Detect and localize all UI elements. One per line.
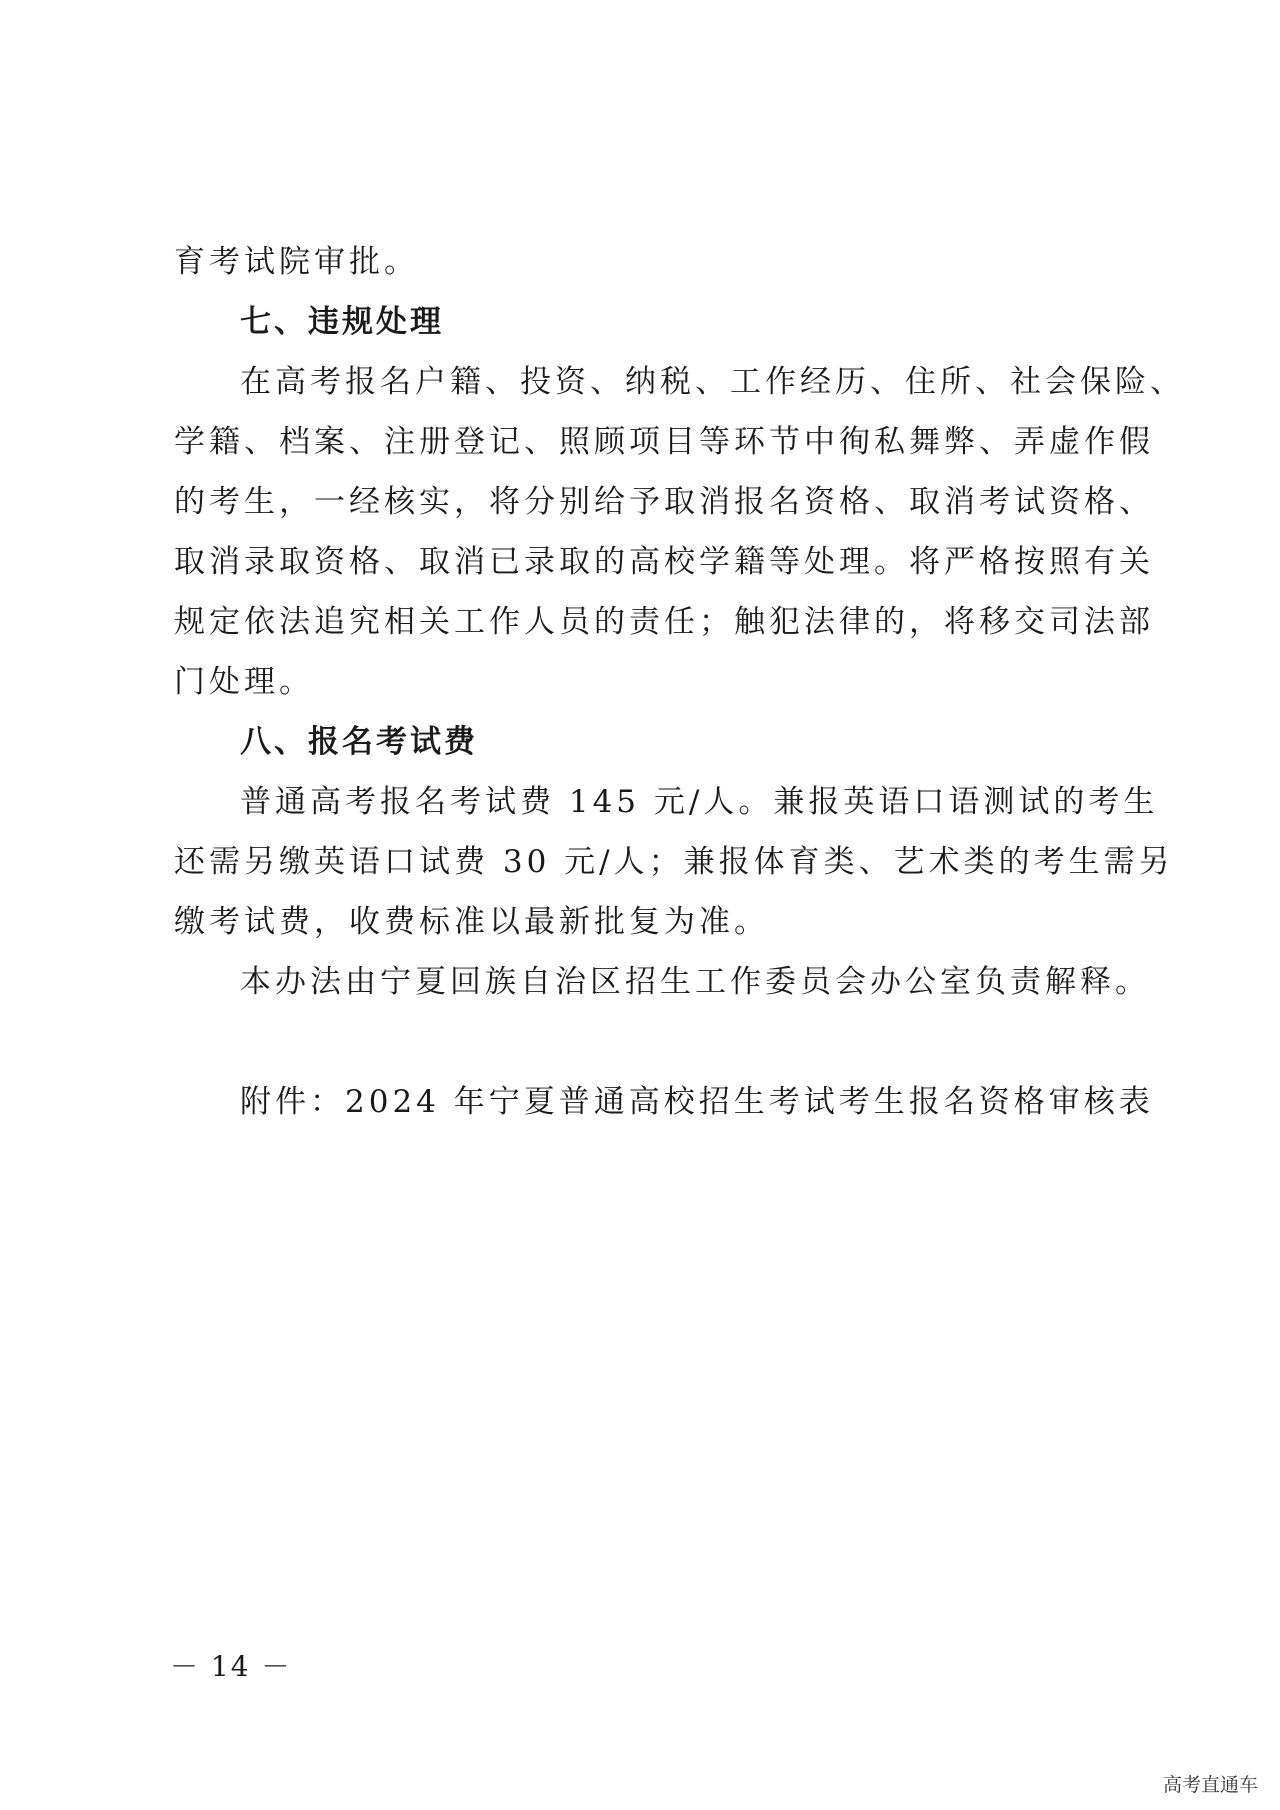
- watermark-text: 高考直通车: [1162, 1774, 1258, 1796]
- page-number: － 14 －: [170, 1650, 292, 1683]
- paragraph-line: 还需另缴英语口试费 30 元/人；兼报体育类、艺术类的考生需另: [174, 844, 1174, 880]
- paragraph-line: 学籍、档案、注册登记、照顾项目等环节中徇私舞弊、弄虚作假: [174, 424, 1154, 460]
- paragraph-line: 规定依法追究相关工作人员的责任；触犯法律的，将移交司法部: [174, 604, 1154, 640]
- section-heading-violations: 七、违规处理: [240, 304, 444, 340]
- paragraph-line: 的考生，一经核实，将分别给予取消报名资格、取消考试资格、: [174, 484, 1154, 520]
- paragraph-line: 缴考试费，收费标准以最新批复为准。: [174, 904, 769, 940]
- paragraph-line: 取消录取资格、取消已录取的高校学籍等处理。将严格按照有关: [174, 544, 1154, 580]
- section-heading-fees: 八、报名考试费: [240, 724, 478, 760]
- paragraph-line: 门处理。: [174, 664, 314, 700]
- attachment-line: 附件：2024 年宁夏普通高校招生考试考生报名资格审核表: [240, 1084, 1154, 1120]
- interpretation-statement: 本办法由宁夏回族自治区招生工作委员会办公室负责解释。: [240, 964, 1150, 1000]
- paragraph-line: 普通高考报名考试费 145 元/人。兼报英语口语测试的考生: [240, 784, 1159, 820]
- paragraph-line: 育考试院审批。: [174, 244, 419, 280]
- paragraph-line: 在高考报名户籍、投资、纳税、工作经历、住所、社会保险、: [240, 364, 1185, 400]
